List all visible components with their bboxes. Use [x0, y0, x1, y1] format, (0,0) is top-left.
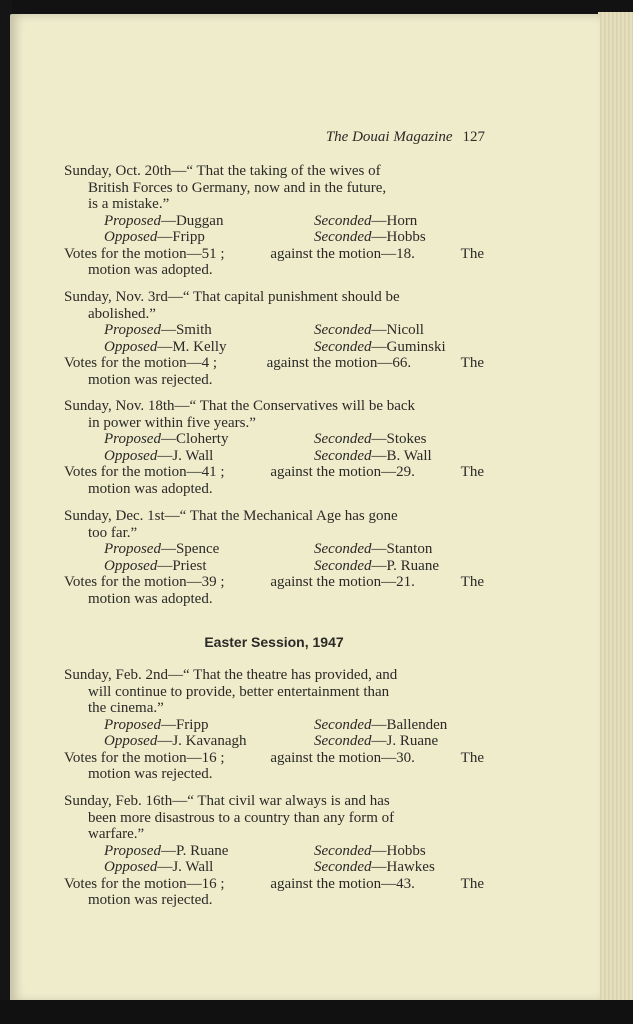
speaker-name: J. Wall: [172, 859, 214, 875]
dash: —: [371, 716, 387, 733]
votes-for: Votes for the motion—16 ;: [64, 749, 225, 766]
votes-for: Votes for the motion—51 ;: [64, 245, 225, 262]
seconder-name: J. Ruane: [386, 733, 439, 749]
bottom-shadow-band: [0, 1000, 633, 1024]
role-label: Opposed: [104, 229, 158, 245]
speaker-name: Cloherty: [175, 431, 229, 447]
dash: —: [371, 447, 387, 464]
dash: —: [371, 229, 387, 245]
votes-against: against the motion—29.: [270, 464, 415, 480]
motion-first-line: Sunday, Dec. 1st—“ That the Mechanical Age has gone: [64, 508, 398, 524]
motion-line: in power within five years.”: [88, 414, 256, 431]
votes-line: [64, 464, 484, 481]
debate-entry: [64, 667, 484, 783]
seconded-label: Seconded: [314, 557, 372, 574]
role-label: Opposed: [104, 733, 158, 749]
motion-first-line: Sunday, Feb. 16th—“ That civil war always is and has: [64, 793, 390, 809]
votes-against: against the motion—18.: [270, 245, 415, 262]
dash: —: [157, 338, 173, 355]
dash: —: [157, 229, 173, 245]
seconder-name: Stanton: [386, 541, 433, 557]
votes-line: [64, 876, 484, 893]
role-label: Opposed: [104, 447, 158, 464]
role-label: Proposed: [104, 842, 161, 859]
dash: —: [371, 338, 387, 355]
dash: —: [157, 557, 173, 574]
dash: —: [160, 212, 176, 229]
dash: —: [371, 859, 387, 875]
debate-entry: [64, 793, 484, 909]
speaker-name: Fripp: [172, 229, 205, 245]
seconded-label: Seconded: [314, 212, 372, 229]
role-label: Opposed: [104, 557, 158, 574]
dash: —: [160, 322, 176, 338]
votes-end: The: [460, 749, 484, 766]
dash: —: [371, 842, 387, 859]
seconded-label: Seconded: [314, 338, 372, 355]
motion-line: is a mistake.”: [88, 196, 170, 212]
result-line: motion was adopted.: [88, 590, 213, 607]
seconder-name: B. Wall: [386, 447, 432, 464]
dash: —: [160, 716, 176, 733]
votes-against: against the motion—43.: [270, 875, 415, 892]
dash: —: [157, 733, 173, 749]
result-line: motion was rejected.: [88, 766, 213, 782]
debate-entry: [64, 163, 484, 279]
motion-line: will continue to provide, better entertainment than: [88, 683, 390, 700]
proposed-row: [64, 843, 484, 860]
speaker-name: M. Kelly: [172, 338, 227, 355]
seconder-name: Hobbs: [386, 842, 426, 859]
seconded-label: Seconded: [314, 431, 372, 447]
seconded-label: Seconded: [314, 842, 372, 859]
dash: —: [371, 557, 387, 574]
speaker-name: P. Ruane: [175, 842, 229, 859]
opposed-row: [64, 558, 484, 575]
motion-line: the cinema.”: [88, 700, 164, 716]
speaker-name: J. Kavanagh: [172, 733, 247, 749]
votes-for: Votes for the motion—4 ;: [64, 355, 218, 371]
result-line: motion was adopted.: [88, 262, 213, 278]
result-line: motion was rejected.: [88, 371, 213, 388]
role-label: Proposed: [104, 212, 161, 229]
seconder-name: Nicoll: [386, 322, 424, 338]
debate-entry: [64, 289, 484, 388]
motion-line: British Forces to Germany, now and in the future,: [88, 179, 387, 196]
proposed-row: [64, 322, 484, 339]
seconder-name: Ballenden: [386, 716, 448, 733]
seconder-name: Hobbs: [386, 229, 426, 245]
dash: —: [371, 322, 387, 338]
opposed-row: [64, 733, 484, 750]
seconder-name: Hawkes: [386, 859, 435, 875]
votes-end: The: [460, 464, 484, 480]
seconded-label: Seconded: [314, 229, 372, 245]
opposed-row: [64, 859, 484, 876]
motion-line: abolished.”: [88, 305, 156, 322]
seconded-label: Seconded: [314, 541, 372, 557]
votes-end: The: [460, 574, 484, 590]
seconder-name: Guminski: [386, 338, 446, 355]
votes-line: [64, 355, 484, 372]
page-edges: [598, 12, 633, 1002]
speaker-name: J. Wall: [172, 447, 214, 464]
votes-for: Votes for the motion—39 ;: [64, 574, 225, 590]
motion-first-line: Sunday, Feb. 2nd—“ That the theatre has provided, and: [64, 667, 398, 683]
motion-first-line: Sunday, Nov. 3rd—“ That capital punishment should be: [64, 289, 400, 305]
seconded-label: Seconded: [314, 859, 372, 875]
dash: —: [160, 541, 176, 557]
proposed-row: [64, 541, 484, 558]
seconded-label: Seconded: [314, 733, 372, 749]
motion-line: warfare.”: [88, 826, 145, 842]
votes-against: against the motion—21.: [270, 574, 415, 590]
session-heading: Easter Session, 1947: [204, 634, 344, 650]
votes-against: against the motion—30.: [270, 749, 415, 766]
page-number: 127: [462, 129, 485, 145]
dash: —: [157, 859, 173, 875]
role-label: Opposed: [104, 859, 158, 875]
running-header: [300, 129, 485, 146]
motion-line: been more disastrous to a country than any form of: [88, 809, 395, 826]
votes-line: [64, 246, 484, 263]
seconder-name: Horn: [386, 212, 418, 229]
seconded-label: Seconded: [314, 447, 372, 464]
debate-entry: [64, 398, 484, 497]
votes-end: The: [460, 245, 484, 262]
role-label: Opposed: [104, 338, 158, 355]
proposed-row: [64, 431, 484, 448]
opposed-row: [64, 448, 484, 465]
role-label: Proposed: [104, 716, 161, 733]
dash: —: [371, 733, 387, 749]
speaker-name: Smith: [175, 322, 212, 338]
seconder-name: P. Ruane: [386, 557, 439, 574]
votes-line: [64, 574, 484, 591]
votes-for: Votes for the motion—16 ;: [64, 875, 225, 892]
opposed-row: [64, 229, 484, 246]
proposed-row: [64, 717, 484, 734]
role-label: Proposed: [104, 431, 161, 447]
dash: —: [371, 541, 387, 557]
seconded-label: Seconded: [314, 322, 372, 338]
votes-for: Votes for the motion—41 ;: [64, 464, 225, 480]
dash: —: [160, 431, 176, 447]
speaker-name: Spence: [175, 541, 220, 557]
motion-first-line: Sunday, Nov. 18th—“ That the Conservatives will be back: [64, 398, 416, 414]
speaker-name: Duggan: [175, 212, 224, 229]
seconder-name: Stokes: [386, 431, 427, 447]
dash: —: [371, 431, 387, 447]
result-line: motion was rejected.: [88, 892, 213, 908]
role-label: Proposed: [104, 322, 161, 338]
motion-first-line: Sunday, Oct. 20th—“ That the taking of the wives of: [64, 163, 381, 179]
motion-line: too far.”: [88, 524, 138, 541]
proposed-row: [64, 213, 484, 230]
dash: —: [160, 842, 176, 859]
dash: —: [157, 447, 173, 464]
votes-end: The: [460, 875, 484, 892]
votes-against: against the motion—66.: [266, 355, 412, 371]
votes-line: [64, 750, 484, 767]
role-label: Proposed: [104, 541, 161, 557]
magazine-title: The Douai Magazine: [325, 129, 453, 145]
seconded-label: Seconded: [314, 716, 372, 733]
dash: —: [371, 212, 387, 229]
speaker-name: Priest: [172, 557, 207, 574]
debate-entry: [64, 508, 484, 607]
top-shadow-band: [0, 0, 633, 14]
votes-end: The: [460, 355, 484, 371]
result-line: motion was adopted.: [88, 480, 213, 497]
opposed-row: [64, 339, 484, 356]
speaker-name: Fripp: [175, 716, 209, 733]
